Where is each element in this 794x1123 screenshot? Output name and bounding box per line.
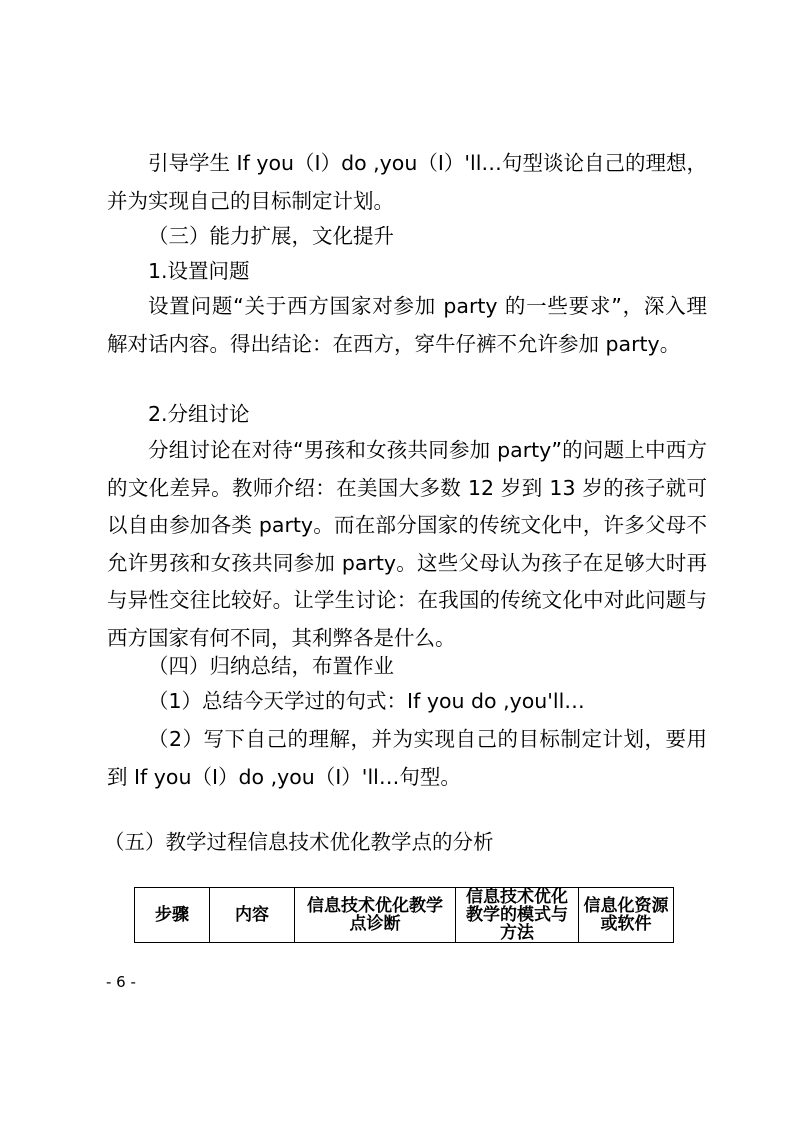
paragraph-intro: 引导学生 If you（I）do ,you（I）'ll…句型谈论自己的理想，并为实现自己的目标制定计划。 — [107, 151, 707, 213]
subheading-set-question: 1.设置问题 — [148, 259, 250, 283]
homework-item-1: （1）总结今天学过的句式：If you do ,you'll… — [148, 689, 585, 713]
table-header-method: 信息技术优化教学的模式与方法 — [456, 888, 579, 943]
table-header-step: 步骤 — [135, 888, 210, 943]
section-heading-3: （三）能力扩展，文化提升 — [148, 224, 394, 248]
homework-item-2: （2）写下自己的理解，并为实现自己的目标制定计划，要用到 If you（I）do ,you（I）'ll…句型。 — [107, 727, 707, 789]
subheading-group-discussion: 2.分组讨论 — [148, 402, 250, 426]
table-header-content: 内容 — [210, 888, 295, 943]
page-number: - 6 - — [106, 973, 136, 991]
section-heading-5: （五）教学过程信息技术优化教学点的分析 — [104, 830, 494, 854]
table-header-resources: 信息化资源或软件 — [579, 888, 674, 943]
paragraph-set-question: 设置问题“关于西方国家对参加 party 的一些要求”，深入理解对话内容。得出结论：在西方，穿牛仔裤不允许参加 party。 — [107, 294, 707, 356]
paragraph-group-discussion: 分组讨论在对待“男孩和女孩共同参加 party”的问题上中西方的文化差异。教师介绍：在美国大多数 12 岁到 13 岁的孩子就可以自由参加各类 party。而在部分国家的传统文化中，许多父母不允许男孩和女孩共同参加 party。这些父母认为孩子在足够大时再与异性交往比较好。让学生讨论：在我国的传统文化中对此问题与西方国家有何不同，其利弊各是什么。 — [107, 438, 707, 650]
table-header-diagnosis: 信息技术优化教学点诊断 — [295, 888, 456, 943]
section-heading-4: （四）归纳总结，布置作业 — [148, 654, 394, 678]
analysis-table — [134, 887, 674, 943]
table-header-row — [135, 888, 674, 943]
